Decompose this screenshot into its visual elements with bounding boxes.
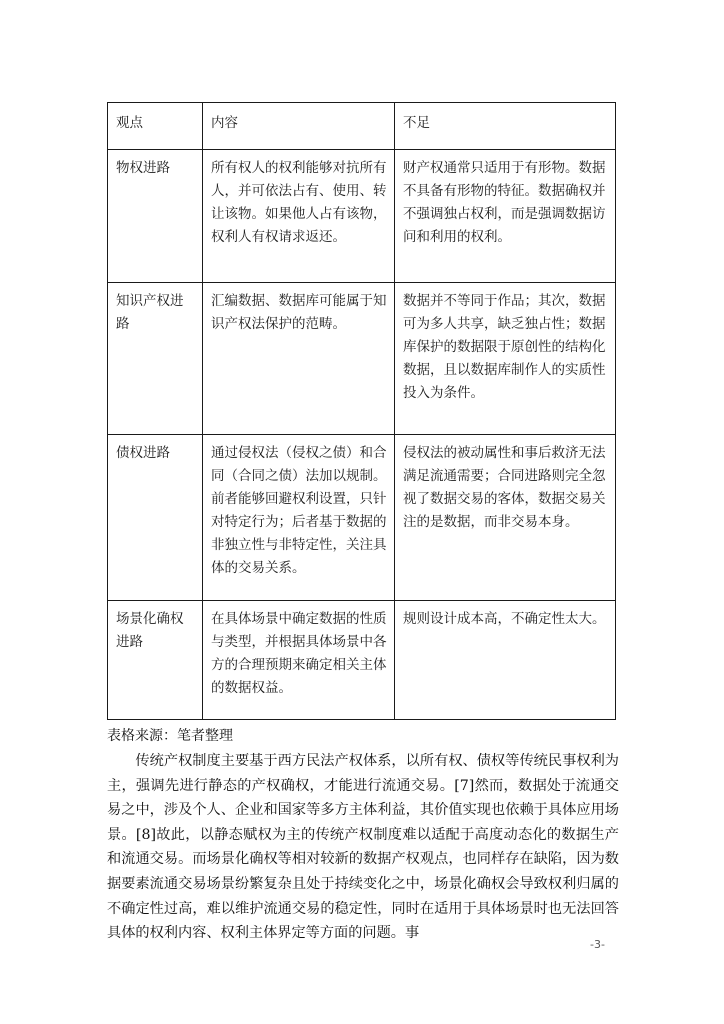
cell-viewpoint: 物权进路 [108,150,203,283]
header-viewpoint: 观点 [108,103,203,150]
table-header-row [108,103,616,150]
cell-shortcoming: 规则设计成本高，不确定性太大。 [395,601,616,720]
table-row [108,150,616,283]
table-row [108,601,616,720]
cell-shortcoming: 数据并不等同于作品；其次，数据可为多人共享，缺乏独占性；数据库保护的数据限于原创性的结构化数据，且以数据库制作人的实质性投入为条件。 [395,283,616,435]
table-source-note: 表格来源：笔者整理 [107,728,233,744]
header-content: 内容 [203,103,395,150]
cell-viewpoint: 知识产权进路 [108,283,203,435]
cell-shortcoming: 财产权通常只适用于有形物。数据不具备有形物的特征。数据确权并不强调独占权利，而是强调数据访问和利用的权利。 [395,150,616,283]
cell-content: 在具体场景中确定数据的性质与类型，并根据具体场景中各方的合理预期来确定相关主体的数据权益。 [203,601,395,720]
cell-viewpoint: 场景化确权进路 [108,601,203,720]
page-number: -3- [590,938,605,951]
header-shortcoming: 不足 [395,103,616,150]
cell-viewpoint: 债权进路 [108,435,203,601]
table-row [108,283,616,435]
body-paragraph: 传统产权制度主要基于西方民法产权体系，以所有权、债权等传统民事权利为主，强调先进行静态的产权确权，才能进行流通交易。[7]然而，数据处于流通交易之中，涉及个人、企业和国家等多方主体利益，其价值实现也依赖于具体应用场景。[8]故此，以静态赋权为主的传统产权制度难以适配于高度动态化的数据生产和流通交易。而场景化确权等相对较新的数据产权观点，也同样存在缺陷，因为数据要素流通交易场景纷繁复杂且处于持续变化之中，场景化确权会导致权利归属的不确定性过高，难以维护流通交易的稳定性，同时在适用于具体场景时也无法回答具体的权利内容、权利主体界定等方面的问题。事 [107,753,619,942]
cell-content: 通过侵权法（侵权之债）和合同（合同之债）法加以规制。前者能够回避权利设置，只针对特定行为；后者基于数据的非独立性与非特定性，关注具体的交易关系。 [203,435,395,601]
cell-content: 所有权人的权利能够对抗所有人，并可依法占有、使用、转让该物。如果他人占有该物，权利人有权请求返还。 [203,150,395,283]
table-row [108,435,616,601]
cell-content: 汇编数据、数据库可能属于知识产权法保护的范畴。 [203,283,395,435]
data-rights-comparison-table [107,102,616,720]
cell-shortcoming: 侵权法的被动属性和事后救济无法满足流通需要；合同进路则完全忽视了数据交易的客体，数据交易关注的是数据，而非交易本身。 [395,435,616,601]
